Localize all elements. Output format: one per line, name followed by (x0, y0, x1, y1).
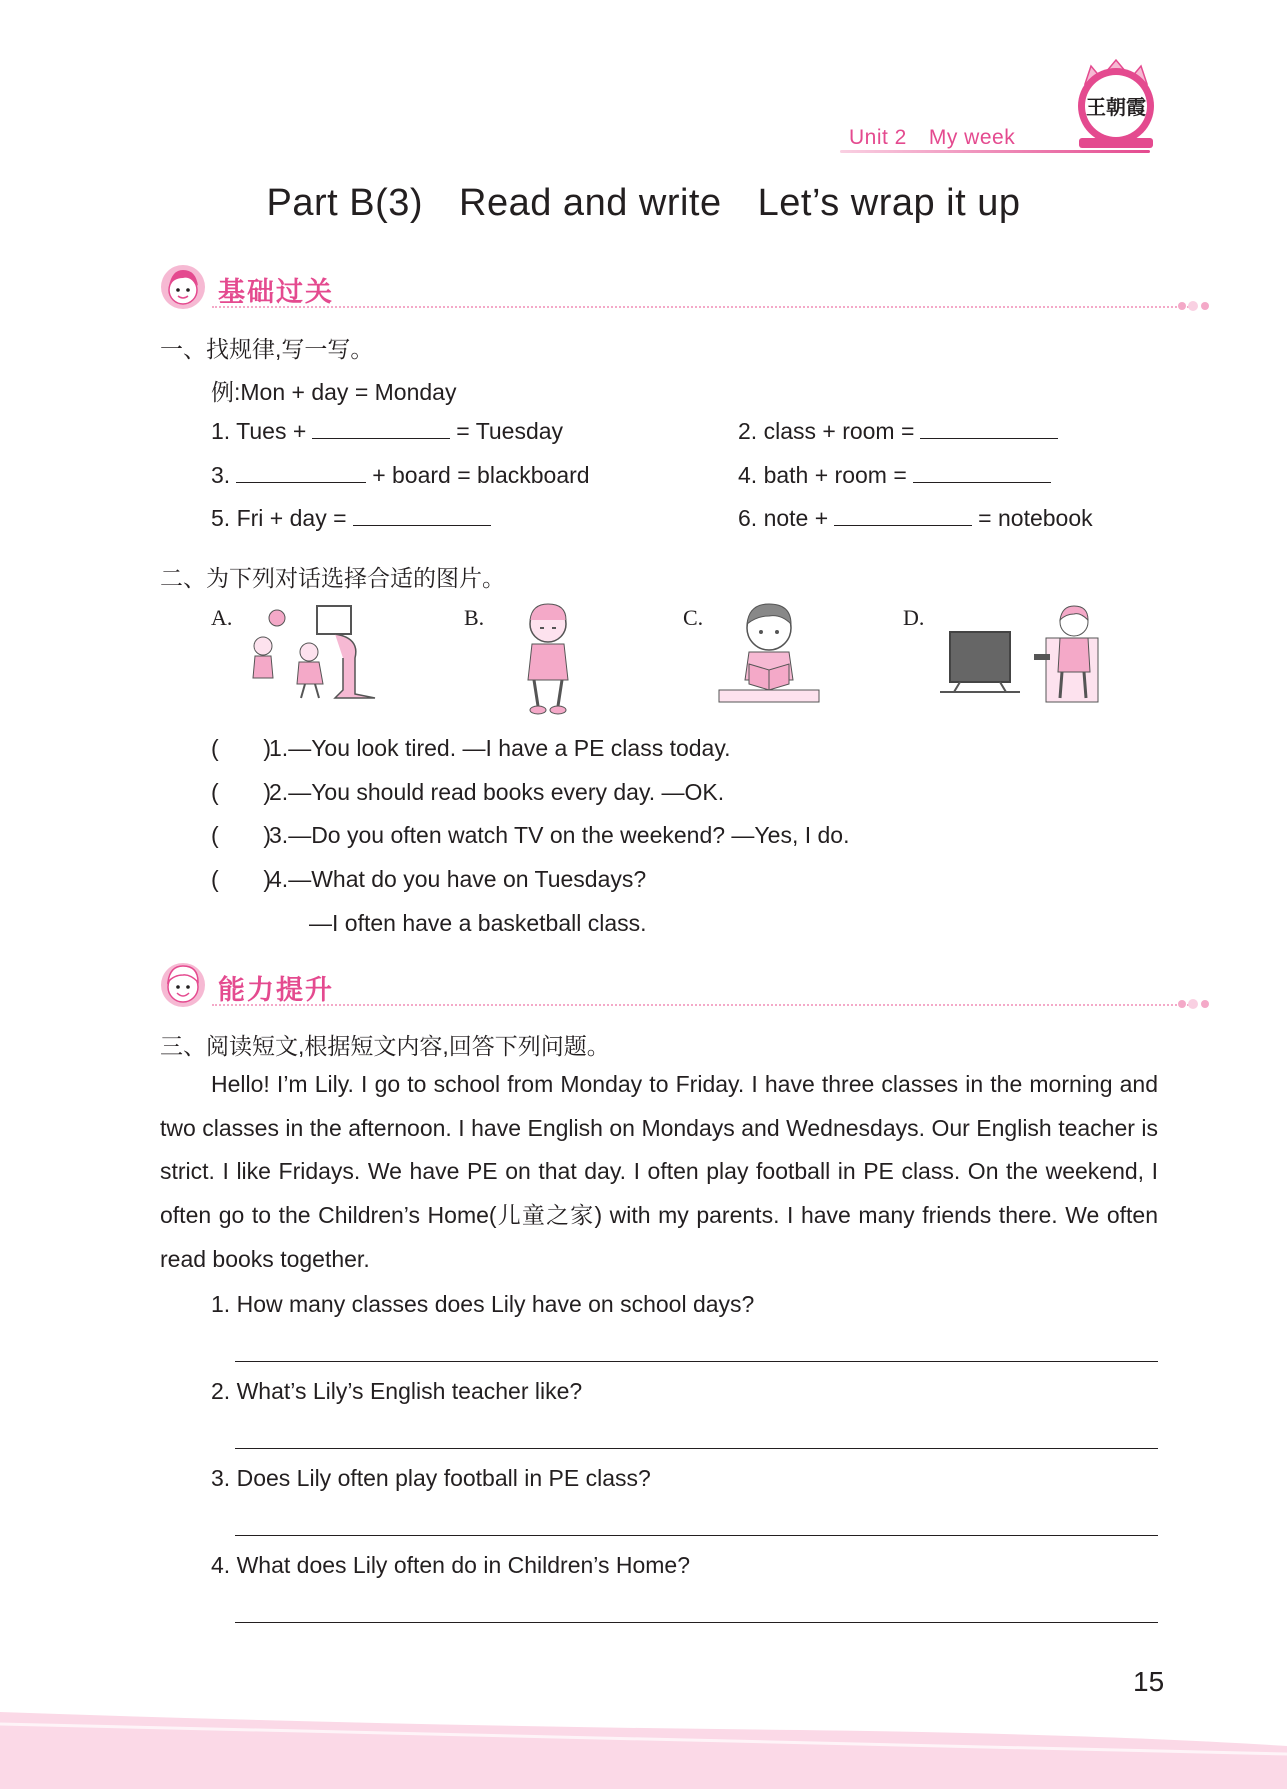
unit-label: Unit 2 (849, 126, 907, 149)
dialogue-text: —What do you have on Tuesdays? (288, 866, 647, 892)
item-text: Fri + day = (236, 505, 347, 531)
section-label: 能力提升 (218, 975, 334, 1005)
q1-item-1 (211, 418, 563, 445)
item-text: = Tuesday (456, 418, 564, 444)
passage-text: Hello! I’m Lily. I go to school from Monday to Friday. I have three classes in the morning and two classes in the afternoon. I have English on Mondays and Wednesdays. Our English teacher is strict. I like Fridays. We have PE on that day. I often play football in PE class. On the weekend, I often go to the Children’s Home(儿童之家) with my parents. I have many friends there. We often read books together. (160, 1071, 1158, 1272)
answer-blank[interactable] (353, 524, 491, 526)
q2-item-1 (211, 735, 731, 762)
bottom-band-decoration (0, 1712, 1287, 1789)
dialogue-text: —You look tired. —I have a PE class today. (288, 735, 731, 761)
dotted-divider (212, 1004, 1192, 1006)
title-read: Read and write (459, 182, 722, 224)
picture-label-a: A. (211, 605, 233, 630)
item-text: note + (763, 505, 829, 531)
item-number: 1. (211, 418, 231, 444)
question-text: Does Lily often play football in PE class? (236, 1465, 651, 1491)
answer-bracket[interactable]: ( ) (211, 779, 272, 805)
answer-line[interactable] (235, 1622, 1158, 1623)
header-divider (840, 150, 1150, 153)
q1-item-6 (738, 505, 1093, 532)
item-number: 4. (738, 462, 758, 488)
item-text: Tues + (236, 418, 307, 444)
question-text: What’s Lily’s English teacher like? (236, 1378, 583, 1404)
q1-item-4 (738, 462, 1057, 489)
answer-blank[interactable] (312, 437, 450, 439)
item-number: 4. (269, 866, 289, 892)
q1-title: 一、找规律,写一写。 (160, 336, 374, 362)
logo-text: 王朝霞 (1086, 95, 1146, 119)
q2-item-4-reply: —I often have a basketball class. (309, 910, 647, 936)
girl-face-icon (160, 264, 206, 310)
unit-header (849, 126, 1037, 150)
q2-item-4 (211, 866, 646, 893)
title-part: Part B(3) (266, 182, 424, 224)
item-number: 4. (211, 1552, 231, 1578)
dialogue-text: —You should read books every day. —OK. (288, 779, 725, 805)
item-number: 3. (269, 822, 289, 848)
item-number: 2. (211, 1378, 231, 1404)
q2-title: 二、为下列对话选择合适的图片。 (160, 565, 505, 591)
q3-question-1 (211, 1291, 754, 1318)
item-number: 2. (269, 779, 289, 805)
q1-example: 例:Mon + day = Monday (211, 379, 457, 405)
answer-blank[interactable] (236, 481, 366, 483)
question-text: How many classes does Lily have on school days? (236, 1291, 755, 1317)
item-text: = notebook (978, 505, 1093, 531)
basketball-picture-icon (235, 598, 395, 702)
dialogue-text: —Do you often watch TV on the weekend? —Yes, I do. (288, 822, 850, 848)
dots-decoration-icon (1176, 996, 1212, 1012)
item-text: + board = blackboard (372, 462, 590, 488)
answer-line[interactable] (235, 1361, 1158, 1362)
picture-label-d: D. (903, 605, 925, 630)
q1-item-3 (211, 462, 590, 489)
boy-face-icon (160, 962, 206, 1008)
answer-blank[interactable] (920, 437, 1058, 439)
item-number: 3. (211, 1465, 231, 1491)
answer-blank[interactable] (913, 481, 1051, 483)
section-heading-basic (160, 264, 1220, 314)
answer-blank[interactable] (834, 524, 972, 526)
title-wrap: Let’s wrap it up (757, 182, 1021, 224)
answer-bracket[interactable]: ( ) (211, 735, 272, 761)
dotted-divider (212, 306, 1192, 308)
q3-question-3 (211, 1465, 651, 1492)
picture-label-c: C. (683, 605, 704, 630)
q3-question-2 (211, 1378, 582, 1405)
answer-bracket[interactable]: ( ) (211, 866, 272, 892)
item-number: 1. (211, 1291, 231, 1317)
section-heading-advanced (160, 962, 1220, 1012)
q3-question-4 (211, 1552, 690, 1579)
topic-label: My week (928, 126, 1016, 149)
page-title (0, 182, 1287, 225)
section-label: 基础过关 (218, 277, 334, 307)
item-number: 5. (211, 505, 231, 531)
tired-girl-picture-icon (508, 600, 588, 718)
item-number: 2. (738, 418, 758, 444)
answer-bracket[interactable]: ( ) (211, 822, 272, 848)
publisher-logo-icon (1073, 58, 1159, 150)
watching-tv-picture-icon (930, 598, 1110, 708)
item-text: bath + room = (763, 462, 907, 488)
answer-line[interactable] (235, 1535, 1158, 1536)
item-number: 1. (269, 735, 289, 761)
dots-decoration-icon (1176, 298, 1212, 314)
answer-line[interactable] (235, 1448, 1158, 1449)
question-text: What does Lily often do in Children’s Home? (236, 1552, 691, 1578)
item-text: class + room = (763, 418, 915, 444)
item-number: 3. (211, 462, 231, 488)
q2-item-3 (211, 822, 849, 849)
q1-item-5 (211, 505, 497, 532)
page-number: 15 (1133, 1666, 1165, 1697)
q1-item-2 (738, 418, 1064, 445)
reading-boy-picture-icon (715, 598, 823, 710)
item-number: 6. (738, 505, 758, 531)
q3-title: 三、阅读短文,根据短文内容,回答下列问题。 (160, 1033, 610, 1059)
reading-passage (160, 1063, 1158, 1282)
q2-item-2 (211, 779, 724, 806)
picture-label-b: B. (464, 605, 485, 630)
